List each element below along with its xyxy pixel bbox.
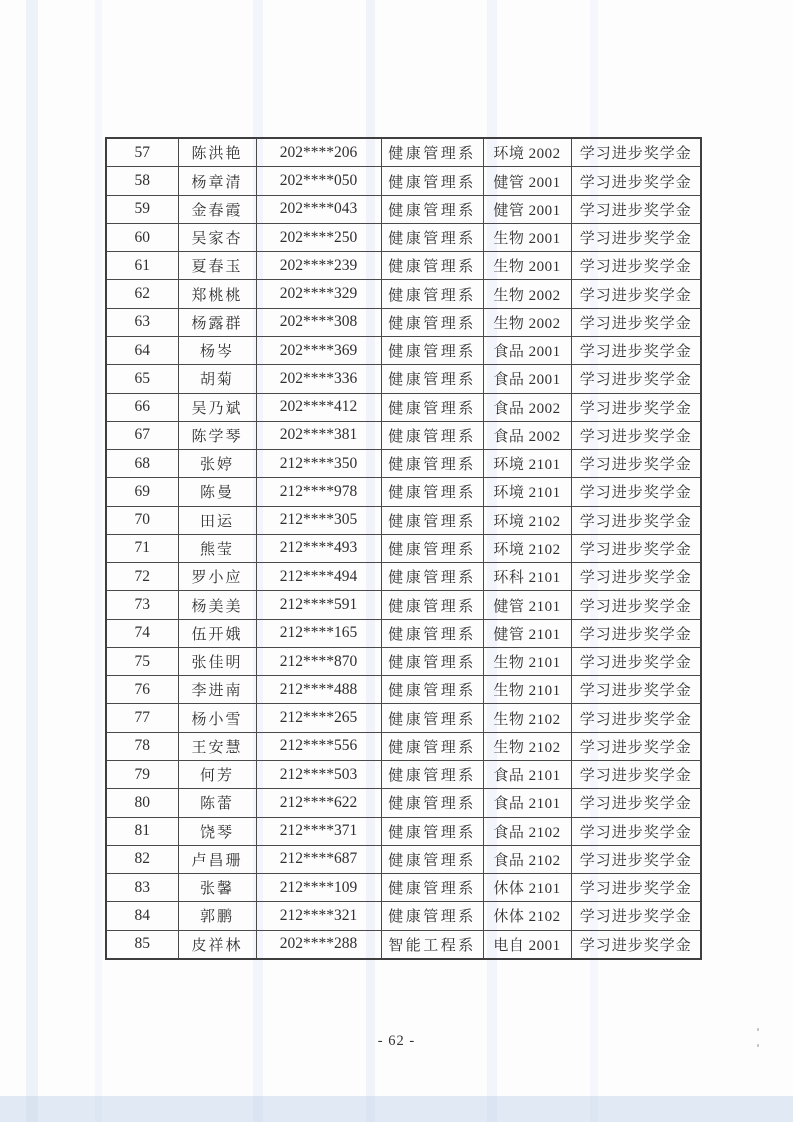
cell-student-name: 陈曼 xyxy=(178,478,256,506)
scholarship-table xyxy=(105,137,702,960)
cell-class: 生物 2002 xyxy=(483,280,571,308)
cell-student-id: 212****556 xyxy=(256,732,381,760)
cell-award: 学习进步奖学金 xyxy=(571,478,701,506)
cell-department: 健康管理系 xyxy=(381,874,483,902)
cell-student-name: 杨美美 xyxy=(178,591,256,619)
cell-student-name: 陈学琴 xyxy=(178,421,256,449)
table-row xyxy=(106,280,701,308)
table-row xyxy=(106,704,701,732)
table-row xyxy=(106,902,701,930)
cell-student-id: 202****381 xyxy=(256,421,381,449)
table-row xyxy=(106,421,701,449)
cell-department: 健康管理系 xyxy=(381,195,483,223)
cell-student-id: 212****870 xyxy=(256,647,381,675)
cell-row-number: 64 xyxy=(106,337,178,365)
cell-department: 健康管理系 xyxy=(381,252,483,280)
table-row xyxy=(106,478,701,506)
cell-class: 食品 2101 xyxy=(483,760,571,788)
scan-streak xyxy=(95,0,102,1122)
table-row xyxy=(106,845,701,873)
table-row xyxy=(106,619,701,647)
cell-department: 健康管理系 xyxy=(381,506,483,534)
cell-award: 学习进步奖学金 xyxy=(571,619,701,647)
cell-row-number: 69 xyxy=(106,478,178,506)
cell-student-name: 金春霞 xyxy=(178,195,256,223)
cell-award: 学习进步奖学金 xyxy=(571,167,701,195)
cell-department: 健康管理系 xyxy=(381,421,483,449)
cell-department: 健康管理系 xyxy=(381,280,483,308)
cell-award: 学习进步奖学金 xyxy=(571,874,701,902)
cell-department: 健康管理系 xyxy=(381,563,483,591)
cell-row-number: 70 xyxy=(106,506,178,534)
cell-student-name: 张馨 xyxy=(178,874,256,902)
cell-department: 健康管理系 xyxy=(381,138,483,167)
cell-student-id: 212****488 xyxy=(256,676,381,704)
cell-row-number: 72 xyxy=(106,563,178,591)
cell-student-name: 吴家杏 xyxy=(178,223,256,251)
table-row xyxy=(106,195,701,223)
cell-student-id: 212****265 xyxy=(256,704,381,732)
cell-row-number: 73 xyxy=(106,591,178,619)
cell-class: 环境 2101 xyxy=(483,450,571,478)
table-row xyxy=(106,393,701,421)
cell-student-name: 张佳明 xyxy=(178,647,256,675)
cell-award: 学习进步奖学金 xyxy=(571,676,701,704)
cell-department: 健康管理系 xyxy=(381,223,483,251)
cell-row-number: 78 xyxy=(106,732,178,760)
cell-department: 健康管理系 xyxy=(381,478,483,506)
cell-row-number: 74 xyxy=(106,619,178,647)
cell-student-id: 212****503 xyxy=(256,760,381,788)
scholarship-table-body xyxy=(106,138,701,959)
table-row xyxy=(106,223,701,251)
cell-student-id: 212****493 xyxy=(256,534,381,562)
cell-award: 学习进步奖学金 xyxy=(571,280,701,308)
cell-student-id: 202****288 xyxy=(256,930,381,959)
table-row xyxy=(106,450,701,478)
cell-student-name: 何芳 xyxy=(178,760,256,788)
cell-student-id: 202****206 xyxy=(256,138,381,167)
cell-student-name: 杨岑 xyxy=(178,337,256,365)
cell-row-number: 81 xyxy=(106,817,178,845)
cell-department: 健康管理系 xyxy=(381,732,483,760)
cell-row-number: 67 xyxy=(106,421,178,449)
table-row xyxy=(106,874,701,902)
cell-student-id: 212****109 xyxy=(256,874,381,902)
page-number: - 62 - xyxy=(377,1033,416,1049)
cell-row-number: 80 xyxy=(106,789,178,817)
table-row xyxy=(106,138,701,167)
cell-student-id: 202****308 xyxy=(256,308,381,336)
cell-row-number: 79 xyxy=(106,760,178,788)
cell-class: 环境 2102 xyxy=(483,506,571,534)
cell-department: 健康管理系 xyxy=(381,704,483,732)
table-row xyxy=(106,760,701,788)
cell-row-number: 63 xyxy=(106,308,178,336)
table-row xyxy=(106,534,701,562)
cell-student-id: 202****239 xyxy=(256,252,381,280)
cell-department: 健康管理系 xyxy=(381,619,483,647)
table-row xyxy=(106,676,701,704)
cell-student-name: 陈蕾 xyxy=(178,789,256,817)
cell-award: 学习进步奖学金 xyxy=(571,393,701,421)
cell-student-name: 田运 xyxy=(178,506,256,534)
cell-award: 学习进步奖学金 xyxy=(571,506,701,534)
cell-department: 健康管理系 xyxy=(381,167,483,195)
scan-bottom-band xyxy=(0,1096,793,1122)
cell-award: 学习进步奖学金 xyxy=(571,902,701,930)
cell-row-number: 85 xyxy=(106,930,178,959)
cell-student-id: 212****321 xyxy=(256,902,381,930)
cell-class: 健管 2001 xyxy=(483,195,571,223)
cell-award: 学习进步奖学金 xyxy=(571,223,701,251)
cell-department: 健康管理系 xyxy=(381,647,483,675)
cell-row-number: 66 xyxy=(106,393,178,421)
cell-class: 健管 2101 xyxy=(483,591,571,619)
cell-class: 生物 2101 xyxy=(483,676,571,704)
cell-student-name: 郑桃桃 xyxy=(178,280,256,308)
cell-class: 生物 2101 xyxy=(483,647,571,675)
table-row xyxy=(106,817,701,845)
cell-class: 健管 2001 xyxy=(483,167,571,195)
table-row xyxy=(106,563,701,591)
cell-award: 学习进步奖学金 xyxy=(571,337,701,365)
cell-student-name: 杨小雪 xyxy=(178,704,256,732)
cell-class: 食品 2001 xyxy=(483,337,571,365)
cell-student-id: 212****350 xyxy=(256,450,381,478)
table-row xyxy=(106,506,701,534)
cell-row-number: 65 xyxy=(106,365,178,393)
cell-student-name: 罗小应 xyxy=(178,563,256,591)
cell-student-id: 212****978 xyxy=(256,478,381,506)
cell-award: 学习进步奖学金 xyxy=(571,421,701,449)
cell-department: 智能工程系 xyxy=(381,930,483,959)
cell-class: 生物 2002 xyxy=(483,308,571,336)
cell-department: 健康管理系 xyxy=(381,450,483,478)
cell-student-id: 202****050 xyxy=(256,167,381,195)
cell-award: 学习进步奖学金 xyxy=(571,563,701,591)
cell-row-number: 59 xyxy=(106,195,178,223)
cell-department: 健康管理系 xyxy=(381,845,483,873)
cell-student-name: 张婷 xyxy=(178,450,256,478)
cell-row-number: 84 xyxy=(106,902,178,930)
cell-class: 食品 2102 xyxy=(483,845,571,873)
table-row xyxy=(106,930,701,959)
cell-student-name: 杨章清 xyxy=(178,167,256,195)
cell-row-number: 68 xyxy=(106,450,178,478)
cell-student-name: 杨露群 xyxy=(178,308,256,336)
cell-department: 健康管理系 xyxy=(381,591,483,619)
cell-class: 食品 2102 xyxy=(483,817,571,845)
cell-department: 健康管理系 xyxy=(381,676,483,704)
table-row xyxy=(106,647,701,675)
cell-department: 健康管理系 xyxy=(381,817,483,845)
cell-department: 健康管理系 xyxy=(381,308,483,336)
cell-class: 环境 2102 xyxy=(483,534,571,562)
table-row xyxy=(106,252,701,280)
cell-class: 生物 2001 xyxy=(483,252,571,280)
cell-row-number: 83 xyxy=(106,874,178,902)
cell-student-id: 202****329 xyxy=(256,280,381,308)
cell-student-id: 212****371 xyxy=(256,817,381,845)
cell-class: 生物 2102 xyxy=(483,732,571,760)
cell-class: 健管 2101 xyxy=(483,619,571,647)
cell-class: 电自 2001 xyxy=(483,930,571,959)
cell-student-name: 王安慧 xyxy=(178,732,256,760)
cell-student-name: 郭鹏 xyxy=(178,902,256,930)
cell-student-name: 伍开娥 xyxy=(178,619,256,647)
table-row xyxy=(106,591,701,619)
table-row xyxy=(106,337,701,365)
cell-award: 学习进步奖学金 xyxy=(571,704,701,732)
cell-class: 生物 2102 xyxy=(483,704,571,732)
cell-row-number: 62 xyxy=(106,280,178,308)
cell-award: 学习进步奖学金 xyxy=(571,138,701,167)
cell-student-name: 陈洪艳 xyxy=(178,138,256,167)
cell-class: 休体 2101 xyxy=(483,874,571,902)
cell-row-number: 82 xyxy=(106,845,178,873)
table-row xyxy=(106,365,701,393)
cell-student-name: 卢昌珊 xyxy=(178,845,256,873)
cell-student-id: 212****687 xyxy=(256,845,381,873)
cell-award: 学习进步奖学金 xyxy=(571,817,701,845)
scan-streak xyxy=(26,0,38,1122)
cell-row-number: 77 xyxy=(106,704,178,732)
cell-class: 食品 2101 xyxy=(483,789,571,817)
table-row xyxy=(106,732,701,760)
cell-class: 食品 2002 xyxy=(483,421,571,449)
cell-award: 学习进步奖学金 xyxy=(571,195,701,223)
table-row xyxy=(106,167,701,195)
cell-student-name: 李进南 xyxy=(178,676,256,704)
cell-department: 健康管理系 xyxy=(381,393,483,421)
cell-student-id: 202****250 xyxy=(256,223,381,251)
cell-award: 学习进步奖学金 xyxy=(571,930,701,959)
cell-class: 环境 2101 xyxy=(483,478,571,506)
cell-row-number: 57 xyxy=(106,138,178,167)
table-row xyxy=(106,308,701,336)
cell-award: 学习进步奖学金 xyxy=(571,789,701,817)
cell-department: 健康管理系 xyxy=(381,534,483,562)
cell-student-name: 饶琴 xyxy=(178,817,256,845)
cell-class: 环境 2002 xyxy=(483,138,571,167)
cell-award: 学习进步奖学金 xyxy=(571,591,701,619)
cell-department: 健康管理系 xyxy=(381,365,483,393)
cell-award: 学习进步奖学金 xyxy=(571,845,701,873)
cell-student-id: 212****591 xyxy=(256,591,381,619)
cell-student-name: 夏春玉 xyxy=(178,252,256,280)
cell-student-id: 212****305 xyxy=(256,506,381,534)
cell-award: 学习进步奖学金 xyxy=(571,365,701,393)
cell-student-id: 202****043 xyxy=(256,195,381,223)
cell-award: 学习进步奖学金 xyxy=(571,308,701,336)
cell-award: 学习进步奖学金 xyxy=(571,450,701,478)
cell-class: 生物 2001 xyxy=(483,223,571,251)
cell-student-id: 202****336 xyxy=(256,365,381,393)
cell-award: 学习进步奖学金 xyxy=(571,534,701,562)
cell-award: 学习进步奖学金 xyxy=(571,647,701,675)
cell-student-name: 胡菊 xyxy=(178,365,256,393)
cell-row-number: 71 xyxy=(106,534,178,562)
cell-class: 环科 2101 xyxy=(483,563,571,591)
cell-row-number: 76 xyxy=(106,676,178,704)
cell-row-number: 60 xyxy=(106,223,178,251)
cell-department: 健康管理系 xyxy=(381,789,483,817)
cell-class: 食品 2001 xyxy=(483,365,571,393)
cell-class: 食品 2002 xyxy=(483,393,571,421)
cell-award: 学习进步奖学金 xyxy=(571,252,701,280)
cell-award: 学习进步奖学金 xyxy=(571,760,701,788)
cell-department: 健康管理系 xyxy=(381,902,483,930)
cell-student-id: 202****412 xyxy=(256,393,381,421)
cell-student-id: 212****165 xyxy=(256,619,381,647)
cell-department: 健康管理系 xyxy=(381,337,483,365)
cell-student-name: 皮祥林 xyxy=(178,930,256,959)
table-row xyxy=(106,789,701,817)
cell-student-id: 212****622 xyxy=(256,789,381,817)
cell-student-name: 熊莹 xyxy=(178,534,256,562)
cell-class: 休体 2102 xyxy=(483,902,571,930)
cell-student-id: 202****369 xyxy=(256,337,381,365)
cell-row-number: 75 xyxy=(106,647,178,675)
cell-row-number: 61 xyxy=(106,252,178,280)
cell-student-id: 212****494 xyxy=(256,563,381,591)
cell-department: 健康管理系 xyxy=(381,760,483,788)
cell-row-number: 58 xyxy=(106,167,178,195)
cell-student-name: 吴乃斌 xyxy=(178,393,256,421)
cell-award: 学习进步奖学金 xyxy=(571,732,701,760)
